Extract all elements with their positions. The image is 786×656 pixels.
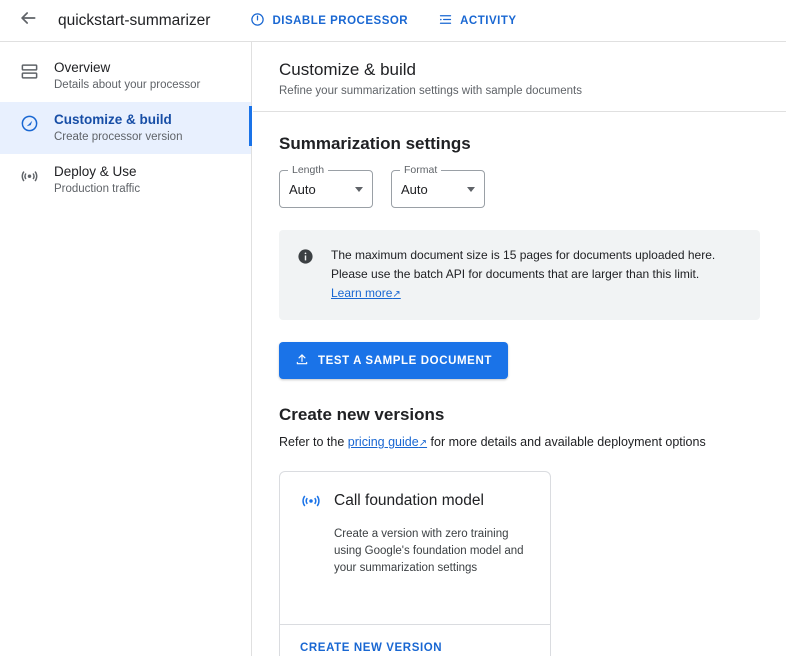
disable-processor-label: DISABLE PROCESSOR: [272, 14, 409, 27]
summarization-settings-title: Summarization settings: [279, 134, 471, 153]
back-button[interactable]: [8, 1, 48, 41]
pricing-guide-link[interactable]: pricing guide: [347, 435, 419, 449]
sidebar-item-customize-build-subtitle: Create processor version: [54, 131, 183, 143]
sidebar-item-overview-subtitle: Details about your processor: [54, 79, 201, 91]
disable-processor-button[interactable]: [246, 7, 412, 35]
sidebar-item-customize-build-title: Customize & build: [54, 112, 172, 127]
info-icon: [297, 248, 315, 266]
overview-panels-icon: [18, 60, 40, 82]
page-subtitle: Refine your summarization settings with sample documents: [279, 85, 582, 97]
test-sample-document-label: TEST A SAMPLE DOCUMENT: [318, 354, 492, 367]
length-select-label: Length: [288, 164, 328, 176]
sidebar-item-deploy-use[interactable]: [0, 154, 251, 206]
sidebar-item-overview[interactable]: [0, 50, 251, 102]
top-bar: [0, 0, 786, 42]
activity-label: ACTIVITY: [460, 14, 517, 27]
learn-more-label: Learn more: [331, 286, 393, 300]
sidebar: [0, 42, 252, 656]
info-line-1: The maximum document size is 15 pages for documents uploaded here.: [331, 248, 716, 262]
external-link-icon[interactable]: ↗: [392, 289, 401, 300]
card-footer: [280, 624, 550, 656]
format-select-label: Format: [400, 164, 441, 176]
active-indicator: [249, 106, 252, 146]
sidebar-item-deploy-use-title: Deploy & Use: [54, 164, 137, 179]
external-link-icon[interactable]: ↗: [418, 438, 428, 449]
format-select[interactable]: [391, 164, 485, 208]
create-new-version-button[interactable]: CREATE NEW VERSION: [300, 642, 443, 654]
sidebar-item-overview-title: Overview: [54, 60, 111, 75]
info-line-2: Please use the batch API for documents that are larger than this limit.: [331, 267, 700, 281]
page-header: [253, 42, 786, 112]
sidebar-item-customize-build[interactable]: [0, 102, 251, 154]
arrow-left-icon: [18, 8, 38, 33]
refer-prefix: Refer to the: [279, 435, 348, 449]
power-circle-icon: [250, 12, 265, 30]
info-text: [331, 246, 715, 304]
foundation-model-card: [279, 471, 551, 656]
pricing-guide-line: [279, 435, 760, 449]
sidebar-item-deploy-use-subtitle: Production traffic: [54, 183, 141, 195]
length-select-value: Auto: [289, 181, 316, 197]
create-new-versions-title: Create new versions: [279, 405, 445, 424]
activity-button[interactable]: [434, 7, 520, 35]
refer-suffix: for more details and available deployment options: [427, 435, 706, 449]
upload-icon: [295, 352, 309, 369]
card-header: [300, 490, 530, 512]
learn-more-link[interactable]: [331, 286, 392, 300]
activity-list-icon: [438, 12, 453, 30]
main-content: [253, 112, 786, 656]
top-actions: [246, 7, 520, 35]
length-select[interactable]: [279, 164, 373, 208]
card-description: Create a version with zero training using Google's foundation model and your summarization settings: [334, 528, 524, 574]
test-sample-document-button[interactable]: [279, 342, 508, 379]
foundation-model-icon: [300, 490, 322, 512]
card-title: Call foundation model: [334, 492, 484, 509]
chevron-down-icon: [355, 187, 363, 192]
customize-build-icon: [18, 112, 40, 134]
document-size-info: [279, 230, 760, 320]
processor-title: quickstart-summarizer: [58, 11, 211, 29]
main-panel: [253, 42, 786, 656]
chevron-down-icon: [467, 187, 475, 192]
deploy-broadcast-icon: [18, 164, 40, 186]
format-select-value: Auto: [401, 181, 428, 197]
settings-selects: [279, 164, 760, 208]
card-body: [280, 472, 550, 624]
page-title: Customize & build: [279, 60, 417, 79]
